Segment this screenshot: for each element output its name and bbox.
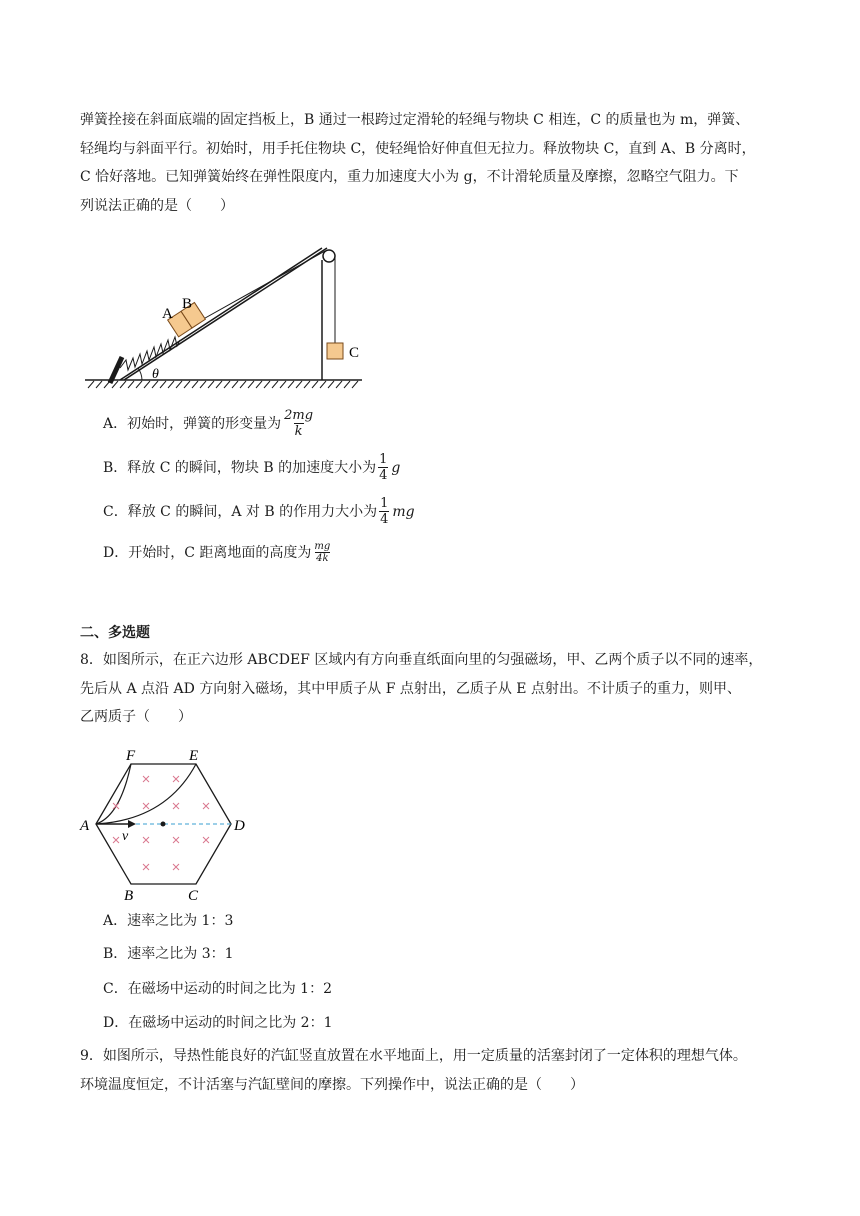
- q9-stem-line: 9．如图所示，导热性能良好的汽缸竖直放置在水平地面上，用一定质量的活塞封闭了一定体积的理想气体。: [80, 1048, 747, 1064]
- q8-label-v: v: [122, 829, 129, 844]
- q7-option-a-fraction: [283, 408, 314, 439]
- fraction-numerator: 2mg: [284, 408, 314, 423]
- q7-option-a-text: A．初始时，弹簧的形变量为: [103, 415, 282, 432]
- q7-stem-line: 弹簧拴接在斜面底端的固定挡板上，B 通过一根跨过定滑轮的轻绳与物块 C 相连，C 的质量也为 m，弹簧、: [80, 112, 750, 128]
- q8-stem: [80, 646, 790, 732]
- q8-option-b-text: B．速率之比为 3：1: [103, 946, 234, 962]
- q7-option-c[interactable]: [103, 496, 415, 527]
- q8-stem-line: 8．如图所示，在正六边形 ABCDEF 区域内有方向垂直纸面向里的匀强磁场，甲、乙两个质子以不同的速率，: [80, 652, 763, 668]
- fraction-denominator: 4k: [316, 553, 329, 564]
- q7-stem-line: 列说法正确的是（ ）: [80, 197, 234, 214]
- q7-option-d-text: D．开始时，C 距离地面的高度为: [103, 544, 312, 561]
- q8-label-e: E: [189, 748, 199, 764]
- q8-hexagon-figure: [76, 746, 256, 904]
- q8-label-c: C: [188, 888, 199, 904]
- q7-option-d-fraction: [313, 541, 331, 564]
- q7-label-b: B: [182, 296, 193, 312]
- q9-stem: [80, 1042, 790, 1099]
- q8-option-c[interactable]: [103, 979, 332, 999]
- q8-label-f: F: [126, 748, 136, 764]
- fraction-numerator: mg: [314, 541, 331, 552]
- q7-option-a[interactable]: [103, 408, 316, 439]
- q8-label-d: D: [234, 818, 245, 834]
- q7-stem: [80, 106, 790, 220]
- q7-option-b-text: B．释放 C 的瞬间，物块 B 的加速度大小为: [103, 459, 377, 476]
- q7-option-b-fraction: [378, 452, 388, 483]
- q8-option-a-text: A．速率之比为 1：3: [103, 913, 234, 929]
- q8-label-b: B: [124, 888, 134, 904]
- q7-label-a: A: [162, 306, 173, 322]
- q7-option-b[interactable]: [103, 452, 400, 483]
- fraction-denominator: 4: [379, 468, 388, 483]
- q7-stem-line: C 恰好落地。已知弹簧始终在弹性限度内，重力加速度大小为 g，不计滑轮质量及摩擦，忽略空气阻力。下: [80, 169, 739, 185]
- q8-stem-line: 乙两质子（ ）: [80, 709, 192, 725]
- q7-option-c-tail: mg: [392, 503, 415, 520]
- fraction-numerator: 1: [380, 496, 389, 511]
- q7-option-b-tail: g: [391, 459, 401, 476]
- q8-option-d-text: D．在磁场中运动的时间之比为 2：1: [103, 1015, 333, 1031]
- q7-stem-line: 轻绳均与斜面平行。初始时，用手托住物块 C，使轻绳恰好伸直但无拉力。释放物块 C，直到 A、B 分离时，: [80, 140, 756, 157]
- q8-option-c-text: C．在磁场中运动的时间之比为 1：2: [103, 981, 332, 997]
- q7-label-theta: θ: [152, 367, 159, 382]
- q8-label-a: A: [80, 818, 90, 834]
- q8-option-a[interactable]: [103, 911, 233, 931]
- q8-option-b[interactable]: [103, 944, 234, 964]
- q7-option-d[interactable]: [103, 541, 333, 564]
- q7-option-c-text: C．释放 C 的瞬间，A 对 B 的作用力大小为: [103, 503, 378, 520]
- q7-label-c: C: [349, 345, 360, 361]
- q7-option-c-fraction: [379, 496, 389, 527]
- q8-stem-line: 先后从 A 点沿 AD 方向射入磁场，其中甲质子从 F 点射出，乙质子从 E 点射出。不计质子的重力，则甲、: [80, 680, 741, 697]
- q8-option-d[interactable]: [103, 1013, 333, 1033]
- section-title: 二、多选题: [80, 625, 150, 641]
- q9-stem-line: 环境温度恒定，不计活塞与汽缸壁间的摩擦。下列操作中，说法正确的是（ ）: [80, 1076, 584, 1093]
- q7-incline-figure: [80, 240, 370, 392]
- fraction-denominator: k: [294, 424, 303, 439]
- fraction-numerator: 1: [379, 452, 388, 467]
- fraction-denominator: 4: [380, 512, 389, 527]
